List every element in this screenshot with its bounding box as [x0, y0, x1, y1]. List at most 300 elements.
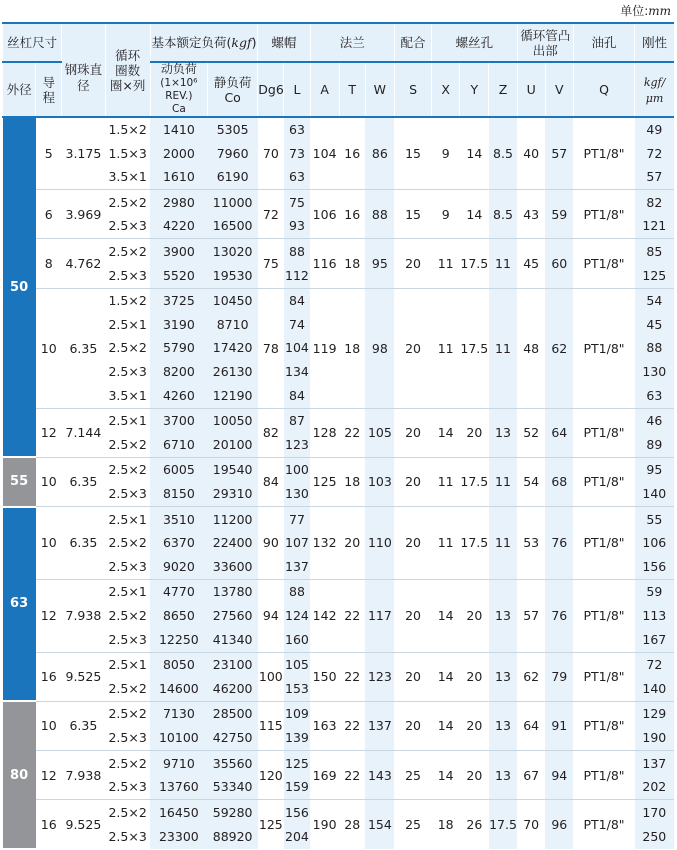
flange-a-cell: 150	[310, 652, 339, 701]
dynamic-load-cell-value: 8650	[162, 607, 195, 623]
bolt-x-cell: 14	[432, 701, 460, 750]
length-cell-value: 100	[285, 462, 309, 478]
bolt-y-cell: 20	[460, 579, 489, 652]
fit-s-cell: 15	[394, 190, 431, 239]
header-ball-dia: 钢珠直径	[62, 23, 105, 117]
lead-cell: 5	[36, 117, 62, 190]
tube-v-cell: 59	[545, 190, 573, 239]
circuit-cell	[105, 652, 150, 701]
static-load-cell	[208, 800, 258, 849]
oil-hole-cell: PT1/8"	[573, 288, 634, 408]
ball-dia-cell: 6.35	[62, 457, 105, 506]
static-load-cell	[208, 457, 258, 506]
oil-hole-cell: PT1/8"	[573, 457, 634, 506]
length-cell	[284, 701, 310, 750]
fit-s-cell: 20	[394, 579, 431, 652]
static-load-cell-value: 53340	[212, 779, 253, 795]
circuit-cell-value: 2.5×2	[108, 194, 147, 210]
flange-t-cell: 20	[339, 507, 365, 580]
lead-cell: 12	[36, 579, 62, 652]
flange-w-cell: 103	[365, 457, 394, 506]
length-cell	[284, 408, 310, 457]
header-flange: 法兰	[310, 23, 394, 62]
header-lead: 导程	[36, 62, 62, 117]
length-cell-value: 137	[285, 558, 309, 574]
dynamic-load-cell	[150, 288, 207, 408]
static-load-cell-value: 12190	[212, 387, 253, 403]
header-l: L	[284, 62, 310, 117]
dg6-cell: 82	[258, 408, 284, 457]
dynamic-load-cell	[150, 652, 207, 701]
table-row	[3, 190, 675, 239]
dg6-cell: 84	[258, 457, 284, 506]
flange-t-cell: 22	[339, 652, 365, 701]
circuit-cell	[105, 239, 150, 288]
bolt-x-cell: 11	[432, 288, 460, 408]
rigidity-cell-value: 202	[642, 779, 667, 795]
circuit-cell-value: 2.5×3	[108, 267, 147, 283]
static-load-cell-value: 35560	[212, 755, 253, 771]
header-a: A	[310, 62, 339, 117]
tube-v-cell: 79	[545, 652, 573, 701]
dynamic-load-cell-value: 7130	[162, 706, 195, 722]
length-cell	[284, 751, 310, 800]
rigidity-cell-value: 85	[646, 243, 663, 259]
length-cell-value: 123	[285, 436, 309, 452]
lead-cell: 16	[36, 800, 62, 849]
static-load-cell-value: 11000	[212, 194, 253, 210]
static-load-cell-value: 41340	[212, 631, 253, 647]
length-cell-value: 93	[289, 218, 305, 234]
bolt-x-cell: 11	[432, 507, 460, 580]
length-cell-value: 74	[289, 316, 305, 332]
circuit-cell	[105, 190, 150, 239]
bolt-z-cell: 13	[489, 408, 517, 457]
header-y: Y	[460, 62, 489, 117]
flange-t-cell: 22	[339, 408, 365, 457]
oil-hole-cell: PT1/8"	[573, 751, 634, 800]
circuit-cell	[105, 457, 150, 506]
rigidity-cell-value: 167	[642, 631, 667, 647]
length-cell-value: 112	[285, 267, 309, 283]
oil-hole-cell: PT1/8"	[573, 652, 634, 701]
tube-v-cell: 76	[545, 579, 573, 652]
dynamic-load-cell-value: 8150	[162, 485, 195, 501]
tube-v-cell: 94	[545, 751, 573, 800]
lead-cell: 12	[36, 751, 62, 800]
circuit-cell-value: 2.5×2	[108, 243, 147, 259]
tube-u-cell: 48	[517, 288, 545, 408]
static-load-cell-value: 17420	[212, 340, 253, 356]
length-cell-value: 75	[289, 194, 305, 210]
flange-t-cell: 18	[339, 288, 365, 408]
dynamic-load-cell-value: 1610	[162, 169, 195, 185]
circuit-cell-value: 2.5×2	[108, 340, 147, 356]
table-row	[3, 751, 675, 800]
length-cell-value: 160	[285, 631, 309, 647]
flange-w-cell: 95	[365, 239, 394, 288]
static-load-cell-value: 27560	[212, 607, 253, 623]
bolt-y-cell: 17.5	[460, 288, 489, 408]
bolt-z-cell: 13	[489, 652, 517, 701]
fit-s-cell: 20	[394, 408, 431, 457]
oil-hole-cell: PT1/8"	[573, 507, 634, 580]
rigidity-cell-value: 72	[646, 657, 663, 673]
length-cell-value: 156	[285, 804, 309, 820]
ball-dia-cell: 7.938	[62, 751, 105, 800]
length-cell	[284, 800, 310, 849]
flange-t-cell: 16	[339, 117, 365, 190]
circuit-cell	[105, 800, 150, 849]
circuit-cell-value: 2.5×3	[108, 218, 147, 234]
rigidity-cell-value: 63	[646, 387, 663, 403]
dynamic-load-cell	[150, 408, 207, 457]
fit-s-cell: 20	[394, 507, 431, 580]
bolt-x-cell: 14	[432, 408, 460, 457]
bolt-y-cell: 26	[460, 800, 489, 849]
lead-cell: 6	[36, 190, 62, 239]
static-load-cell-value: 59280	[212, 804, 253, 820]
bolt-z-cell: 11	[489, 507, 517, 580]
flange-w-cell: 137	[365, 701, 394, 750]
fit-s-cell: 15	[394, 117, 431, 190]
bolt-z-cell: 13	[489, 751, 517, 800]
outer-dia-cell: 80	[3, 701, 36, 849]
header-nut: 螺帽	[258, 23, 310, 62]
circuit-cell-value: 2.5×2	[108, 436, 147, 452]
rigidity-cell-value: 46	[646, 413, 663, 429]
flange-a-cell: 106	[310, 190, 339, 239]
dg6-cell: 75	[258, 239, 284, 288]
dynamic-load-cell-value: 3900	[162, 243, 195, 259]
static-load-cell-value: 20100	[212, 436, 253, 452]
dynamic-load-cell-value: 2980	[162, 194, 195, 210]
table-row	[3, 408, 675, 457]
circuit-cell-value: 1.5×2	[108, 293, 147, 309]
flange-t-cell: 22	[339, 579, 365, 652]
circuit-cell-value: 2.5×2	[108, 535, 147, 551]
header-outer-dia: 外径	[3, 62, 36, 117]
flange-t-cell: 28	[339, 800, 365, 849]
bolt-z-cell: 8.5	[489, 190, 517, 239]
outer-dia-cell: 63	[3, 507, 36, 702]
static-load-cell-value: 33600	[212, 558, 253, 574]
flange-a-cell: 163	[310, 701, 339, 750]
dynamic-load-cell-value: 4220	[162, 218, 195, 234]
flange-w-cell: 143	[365, 751, 394, 800]
dg6-cell: 70	[258, 117, 284, 190]
table-body	[3, 117, 675, 849]
dynamic-load-cell	[150, 579, 207, 652]
length-cell-value: 109	[285, 706, 309, 722]
tube-v-cell: 60	[545, 239, 573, 288]
header-bolt-hole: 螺丝孔	[432, 23, 517, 62]
rigidity-cell	[635, 579, 674, 652]
length-cell-value: 88	[289, 243, 305, 259]
header-return-tube: 循环管凸出部	[517, 23, 573, 62]
header-u: U	[517, 62, 545, 117]
table-row	[3, 117, 675, 190]
static-load-cell	[208, 701, 258, 750]
dynamic-load-cell-value: 4260	[162, 387, 195, 403]
table-row	[3, 457, 675, 506]
table-row	[3, 507, 675, 580]
static-load-cell	[208, 117, 258, 190]
rigidity-cell-value: 57	[646, 169, 663, 185]
rigidity-cell-value: 250	[642, 828, 667, 844]
rigidity-cell-value: 88	[646, 340, 663, 356]
tube-v-cell: 76	[545, 507, 573, 580]
static-load-cell-value: 5305	[216, 122, 249, 138]
tube-u-cell: 52	[517, 408, 545, 457]
flange-a-cell: 119	[310, 288, 339, 408]
dynamic-load-cell	[150, 117, 207, 190]
dynamic-load-cell-value: 2000	[162, 145, 195, 161]
ball-dia-cell: 6.35	[62, 507, 105, 580]
circuit-cell-value: 2.5×2	[108, 706, 147, 722]
length-cell-value: 105	[285, 657, 309, 673]
fit-s-cell: 25	[394, 751, 431, 800]
header-load: 基本额定负荷(kgf)	[150, 23, 258, 62]
bolt-x-cell: 14	[432, 579, 460, 652]
oil-hole-cell: PT1/8"	[573, 190, 634, 239]
static-load-cell	[208, 652, 258, 701]
tube-u-cell: 67	[517, 751, 545, 800]
length-cell	[284, 652, 310, 701]
rigidity-cell	[635, 507, 674, 580]
static-load-cell-value: 26130	[212, 363, 253, 379]
bolt-x-cell: 18	[432, 800, 460, 849]
circuit-cell-value: 2.5×3	[108, 779, 147, 795]
length-cell-value: 124	[285, 607, 309, 623]
dg6-cell: 90	[258, 507, 284, 580]
circuit-cell-value: 2.5×3	[108, 729, 147, 745]
flange-a-cell: 116	[310, 239, 339, 288]
ball-dia-cell: 9.525	[62, 652, 105, 701]
length-cell-value: 159	[285, 779, 309, 795]
unit-note	[0, 0, 677, 22]
dynamic-load-cell	[150, 239, 207, 288]
length-cell-value: 134	[285, 363, 309, 379]
dynamic-load-cell-value: 8200	[162, 363, 195, 379]
static-load-cell-value: 13020	[212, 243, 253, 259]
ball-dia-cell: 7.938	[62, 579, 105, 652]
static-load-cell-value: 28500	[212, 706, 253, 722]
rigidity-cell-value: 59	[646, 584, 663, 600]
rigidity-cell-value: 130	[642, 363, 667, 379]
length-cell-value: 88	[289, 584, 305, 600]
dg6-cell: 115	[258, 701, 284, 750]
bolt-x-cell: 14	[432, 751, 460, 800]
dynamic-load-cell-value: 9020	[162, 558, 195, 574]
outer-dia-cell: 55	[3, 457, 36, 506]
circuit-cell-value: 3.5×1	[108, 169, 147, 185]
bolt-z-cell: 11	[489, 288, 517, 408]
circuit-cell	[105, 408, 150, 457]
header-screw-size: 丝杠尺寸	[3, 23, 62, 62]
circuit-cell-value: 2.5×2	[108, 804, 147, 820]
circuit-cell-value: 2.5×2	[108, 755, 147, 771]
circuit-cell-value: 2.5×3	[108, 828, 147, 844]
circuit-cell-value: 2.5×2	[108, 607, 147, 623]
dynamic-load-cell	[150, 701, 207, 750]
rigidity-cell-value: 140	[642, 680, 667, 696]
circuit-cell-value: 1.5×2	[108, 122, 147, 138]
bolt-z-cell: 13	[489, 701, 517, 750]
tube-v-cell: 57	[545, 117, 573, 190]
bolt-x-cell: 9	[432, 117, 460, 190]
dynamic-load-cell-value: 23300	[158, 828, 199, 844]
lead-cell: 10	[36, 701, 62, 750]
length-cell-value: 107	[285, 535, 309, 551]
static-load-cell	[208, 507, 258, 580]
lead-cell: 10	[36, 507, 62, 580]
rigidity-cell-value: 190	[642, 729, 667, 745]
header-rigidity-unit: kgf/μm	[635, 62, 674, 117]
tube-v-cell: 64	[545, 408, 573, 457]
length-cell	[284, 117, 310, 190]
header-s: S	[394, 62, 431, 117]
fit-s-cell: 20	[394, 239, 431, 288]
dg6-cell: 125	[258, 800, 284, 849]
bolt-x-cell: 11	[432, 239, 460, 288]
rigidity-cell	[635, 239, 674, 288]
dynamic-load-cell-value: 3700	[162, 413, 195, 429]
fit-s-cell: 20	[394, 457, 431, 506]
outer-dia-cell: 50	[3, 117, 36, 457]
rigidity-cell-value: 121	[642, 218, 667, 234]
tube-u-cell: 54	[517, 457, 545, 506]
circuit-cell-value: 2.5×1	[108, 316, 147, 332]
tube-u-cell: 40	[517, 117, 545, 190]
flange-w-cell: 98	[365, 288, 394, 408]
header-dg6: Dg6	[258, 62, 284, 117]
table-row	[3, 288, 675, 408]
bolt-x-cell: 11	[432, 457, 460, 506]
static-load-cell-value: 19540	[212, 462, 253, 478]
length-cell-value: 73	[289, 145, 305, 161]
oil-hole-cell: PT1/8"	[573, 701, 634, 750]
rigidity-cell-value: 129	[642, 706, 667, 722]
static-load-cell	[208, 751, 258, 800]
flange-w-cell: 105	[365, 408, 394, 457]
lead-cell: 16	[36, 652, 62, 701]
tube-u-cell: 70	[517, 800, 545, 849]
length-cell-value: 63	[289, 122, 305, 138]
dynamic-load-cell-value: 9710	[162, 755, 195, 771]
unit-label: 单位:	[620, 4, 649, 18]
dynamic-load-cell-value: 3510	[162, 511, 195, 527]
circuit-cell-value: 2.5×3	[108, 558, 147, 574]
static-load-cell-value: 46200	[212, 680, 253, 696]
dynamic-load-cell-value: 12250	[158, 631, 199, 647]
flange-w-cell: 86	[365, 117, 394, 190]
dynamic-load-cell-value: 13760	[158, 779, 199, 795]
dynamic-load-cell-value: 5790	[162, 340, 195, 356]
length-cell	[284, 457, 310, 506]
flange-t-cell: 18	[339, 457, 365, 506]
dynamic-load-cell	[150, 800, 207, 849]
rigidity-cell	[635, 288, 674, 408]
static-load-cell-value: 10450	[212, 293, 253, 309]
dynamic-load-cell-value: 14600	[158, 680, 199, 696]
rigidity-cell	[635, 117, 674, 190]
tube-u-cell: 53	[517, 507, 545, 580]
table-row	[3, 239, 675, 288]
flange-a-cell: 125	[310, 457, 339, 506]
header-x: X	[432, 62, 460, 117]
circuit-cell-value: 2.5×1	[108, 584, 147, 600]
flange-w-cell: 117	[365, 579, 394, 652]
dynamic-load-cell-value: 4770	[162, 584, 195, 600]
dynamic-load-cell-value: 6005	[162, 462, 195, 478]
oil-hole-cell: PT1/8"	[573, 117, 634, 190]
bolt-z-cell: 8.5	[489, 117, 517, 190]
static-load-cell-value: 10050	[212, 413, 253, 429]
flange-w-cell: 123	[365, 652, 394, 701]
rigidity-cell-value: 156	[642, 558, 667, 574]
static-load-cell-value: 13780	[212, 584, 253, 600]
static-load-cell-value: 11200	[212, 511, 253, 527]
lead-cell: 12	[36, 408, 62, 457]
flange-a-cell: 132	[310, 507, 339, 580]
header-t: T	[339, 62, 365, 117]
ball-dia-cell: 6.35	[62, 701, 105, 750]
circuit-cell-value: 2.5×3	[108, 363, 147, 379]
static-load-cell-value: 23100	[212, 657, 253, 673]
header-v: V	[545, 62, 573, 117]
rigidity-cell-value: 140	[642, 485, 667, 501]
flange-w-cell: 154	[365, 800, 394, 849]
rigidity-cell	[635, 701, 674, 750]
circuit-cell-value: 1.5×3	[108, 145, 147, 161]
rigidity-cell-value: 137	[642, 755, 667, 771]
dynamic-load-cell-value: 1410	[162, 122, 195, 138]
static-load-cell	[208, 408, 258, 457]
length-cell	[284, 507, 310, 580]
tube-u-cell: 64	[517, 701, 545, 750]
circuit-cell	[105, 117, 150, 190]
circuit-cell	[105, 751, 150, 800]
flange-a-cell: 142	[310, 579, 339, 652]
oil-hole-cell: PT1/8"	[573, 408, 634, 457]
bolt-z-cell: 11	[489, 457, 517, 506]
circuit-cell-value: 2.5×1	[108, 657, 147, 673]
rigidity-cell	[635, 751, 674, 800]
dynamic-load-cell	[150, 457, 207, 506]
length-cell-value: 87	[289, 413, 305, 429]
tube-v-cell: 91	[545, 701, 573, 750]
static-load-cell	[208, 239, 258, 288]
oil-hole-cell: PT1/8"	[573, 579, 634, 652]
circuit-cell-value: 2.5×1	[108, 413, 147, 429]
dg6-cell: 100	[258, 652, 284, 701]
rigidity-cell-value: 82	[646, 194, 663, 210]
oil-hole-cell: PT1/8"	[573, 239, 634, 288]
static-load-cell-value: 42750	[212, 729, 253, 745]
bolt-y-cell: 17.5	[460, 457, 489, 506]
dg6-cell: 72	[258, 190, 284, 239]
circuit-cell	[105, 507, 150, 580]
header-circuit: 循环圈数圈×列	[105, 23, 150, 117]
length-cell-value: 130	[285, 485, 309, 501]
dg6-cell: 120	[258, 751, 284, 800]
static-load-cell-value: 8710	[216, 316, 249, 332]
rigidity-cell-value: 45	[646, 316, 663, 332]
tube-v-cell: 68	[545, 457, 573, 506]
flange-t-cell: 22	[339, 701, 365, 750]
dynamic-load-cell-value: 3190	[162, 316, 195, 332]
